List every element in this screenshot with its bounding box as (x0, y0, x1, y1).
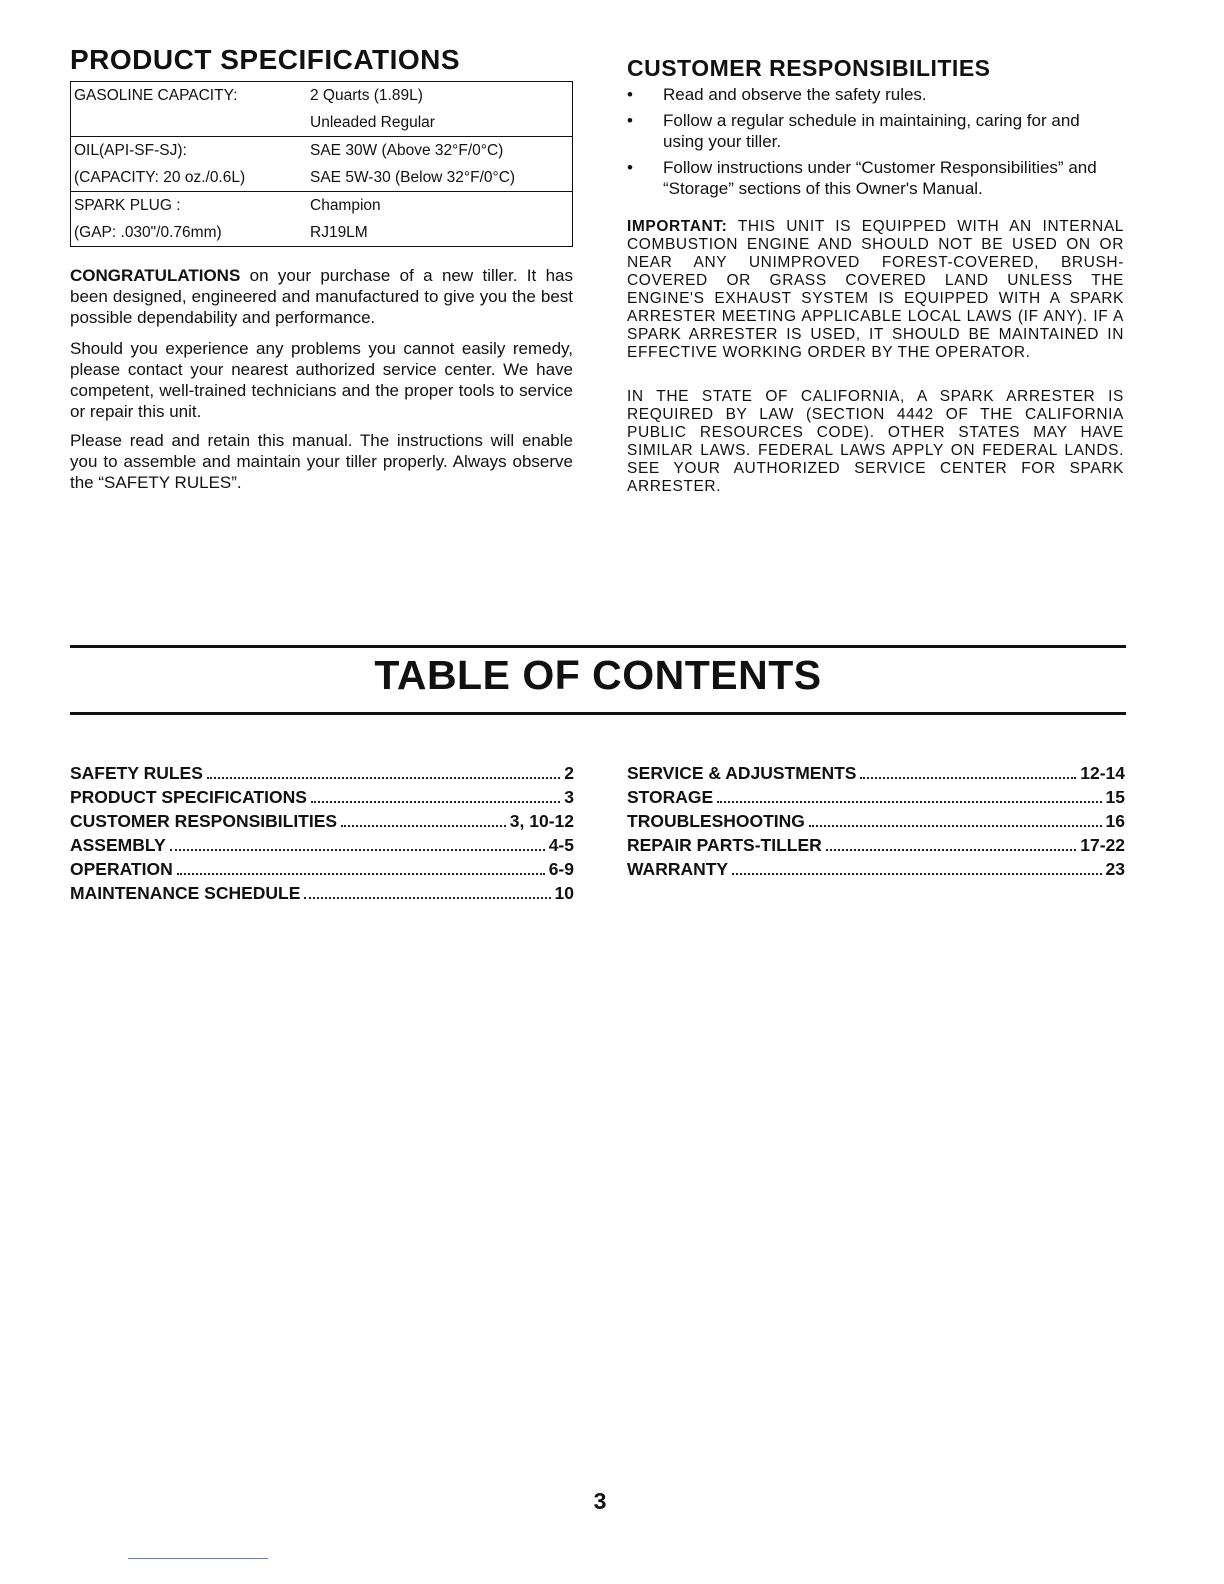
toc-label: TROUBLESHOOTING (627, 811, 805, 831)
toc-page: 10 (554, 883, 574, 903)
spec-label: (GAP: .030"/0.76mm) (74, 223, 222, 241)
toc-leader (809, 825, 1102, 827)
toc-page: 3 (564, 787, 574, 807)
spec-row (71, 164, 572, 191)
specifications-table (70, 81, 573, 247)
california-notice: IN THE STATE OF CALIFORNIA, A SPARK ARRESTER IS REQUIRED BY LAW (SECTION 4442 OF THE CALIFORNIA PUBLIC RESOURCES CODE). OTHER STATES MAY HAVE SIMILAR LAWS. FEDERAL LAWS APPLY ON FEDERAL LANDS. SEE YOUR AUTHORIZED SERVICE CENTER FOR SPARK ARRESTER. (627, 388, 1124, 495)
toc-entry-maintenance-schedule[interactable] (70, 883, 574, 907)
toc-page: 4-5 (548, 835, 574, 855)
toc-bottom-rule (70, 712, 1126, 715)
toc-entry-troubleshooting[interactable] (627, 811, 1125, 835)
list-item: • Follow a regular schedule in maintaining, caring for and using your tiller. (627, 110, 1125, 152)
manual-paragraph: Please read and retain this manual. The instructions will enable you to assemble and maintain your tiller properly. Always observe the “SAFETY RULES”. (70, 431, 573, 492)
congratulations-text: on your purchase of a new tiller. It has been designed, engineered and manufactured to give you the best possible dependability and performance. (70, 266, 573, 327)
important-notice (627, 218, 1124, 362)
toc-page: 6-9 (548, 859, 574, 879)
spec-value: Champion (310, 196, 381, 214)
spec-value: 2 Quarts (1.89L) (310, 86, 423, 104)
toc-leader (341, 825, 506, 827)
congratulations-paragraph (70, 265, 573, 328)
list-item: • Follow instructions under “Customer Responsibilities” and “Storage” sections of this Owner's Manual. (627, 157, 1125, 199)
toc-page: 17-22 (1080, 835, 1125, 855)
toc-label: PRODUCT SPECIFICATIONS (70, 787, 307, 807)
footer-divider (128, 1558, 268, 1559)
spec-row (71, 137, 572, 164)
page-number: 3 (593, 1488, 607, 1514)
toc-leader (311, 801, 560, 803)
spec-row (71, 219, 572, 246)
toc-entry-storage[interactable] (627, 787, 1125, 811)
toc-entry-warranty[interactable] (627, 859, 1125, 883)
toc-left-column (70, 763, 574, 907)
spec-label: SPARK PLUG : (74, 196, 181, 214)
toc-page: 16 (1105, 811, 1125, 831)
responsibilities-list (627, 84, 1125, 204)
toc-entry-product-specifications[interactable] (70, 787, 574, 811)
spec-value: SAE 5W-30 (Below 32°F/0°C) (310, 168, 516, 186)
toc-right-column (627, 763, 1125, 883)
toc-entry-safety-rules[interactable] (70, 763, 574, 787)
toc-entry-operation[interactable] (70, 859, 574, 883)
toc-label: MAINTENANCE SCHEDULE (70, 883, 301, 903)
toc-leader (177, 873, 545, 875)
toc-label: REPAIR PARTS-TILLER (627, 835, 822, 855)
toc-label: SAFETY RULES (70, 763, 203, 783)
toc-leader (860, 777, 1076, 779)
product-specifications-title: PRODUCT SPECIFICATIONS (70, 44, 461, 75)
toc-page: 3, 10-12 (509, 811, 574, 831)
important-label: IMPORTANT: (627, 218, 728, 235)
spec-label: GASOLINE CAPACITY: (74, 86, 238, 104)
toc-leader (170, 849, 545, 851)
toc-leader (304, 897, 550, 899)
important-text: THIS UNIT IS EQUIPPED WITH AN INTERNAL COMBUSTION ENGINE AND SHOULD NOT BE USED ON OR NEAR ANY UNIMPROVED FOREST-COVERED, BRUSH-COVERED OR GRASS COVERED LAND UNLESS THE ENGINE'S EXHAUST SYSTEM IS EQUIPPED WITH A SPARK ARRESTER MEETING APPLICABLE LOCAL LAWS (IF ANY). IF A SPARK ARRESTER IS USED, IT SHOULD BE MAINTAINED IN EFFECTIVE WORKING ORDER BY THE OPERATOR. (627, 218, 1124, 361)
spec-value: SAE 30W (Above 32°F/0°C) (310, 141, 504, 159)
toc-label: CUSTOMER RESPONSIBILITIES (70, 811, 338, 831)
spec-label: (CAPACITY: 20 oz./0.6L) (74, 168, 246, 186)
toc-leader (732, 873, 1101, 875)
toc-leader (207, 777, 560, 779)
list-item: • Read and observe the safety rules. (627, 84, 1125, 105)
toc-label: SERVICE & ADJUSTMENTS (627, 763, 857, 783)
toc-label: WARRANTY (627, 859, 729, 879)
toc-page: 12-14 (1080, 763, 1125, 783)
toc-entry-service-adjustments[interactable] (627, 763, 1125, 787)
spec-row (71, 109, 572, 136)
toc-page: 23 (1105, 859, 1125, 879)
toc-page: 2 (564, 763, 574, 783)
spec-group-spark-plug (71, 191, 572, 246)
toc-top-rule (70, 645, 1126, 648)
customer-responsibilities-title: CUSTOMER RESPONSIBILITIES (627, 55, 991, 81)
toc-title: TABLE OF CONTENTS (374, 652, 822, 698)
congratulations-heading: CONGRATULATIONS (70, 266, 241, 285)
toc-entry-repair-parts[interactable] (627, 835, 1125, 859)
toc-entry-assembly[interactable] (70, 835, 574, 859)
toc-label: OPERATION (70, 859, 173, 879)
spec-label: OIL(API-SF-SJ): (74, 141, 187, 159)
toc-entry-customer-responsibilities[interactable] (70, 811, 574, 835)
spec-group-oil (71, 136, 572, 191)
service-paragraph: Should you experience any problems you cannot easily remedy, please contact your nearest authorized service center. We have competent, well-trained technicians and the proper tools to service or repair this unit. (70, 339, 573, 421)
spec-value: RJ19LM (310, 223, 368, 241)
spec-value: Unleaded Regular (310, 113, 435, 131)
spec-row (71, 192, 572, 219)
toc-leader (826, 849, 1076, 851)
toc-label: STORAGE (627, 787, 714, 807)
spec-group-gasoline (71, 82, 572, 136)
toc-leader (717, 801, 1101, 803)
toc-page: 15 (1105, 787, 1125, 807)
spec-row (71, 82, 572, 109)
toc-label: ASSEMBLY (70, 835, 166, 855)
